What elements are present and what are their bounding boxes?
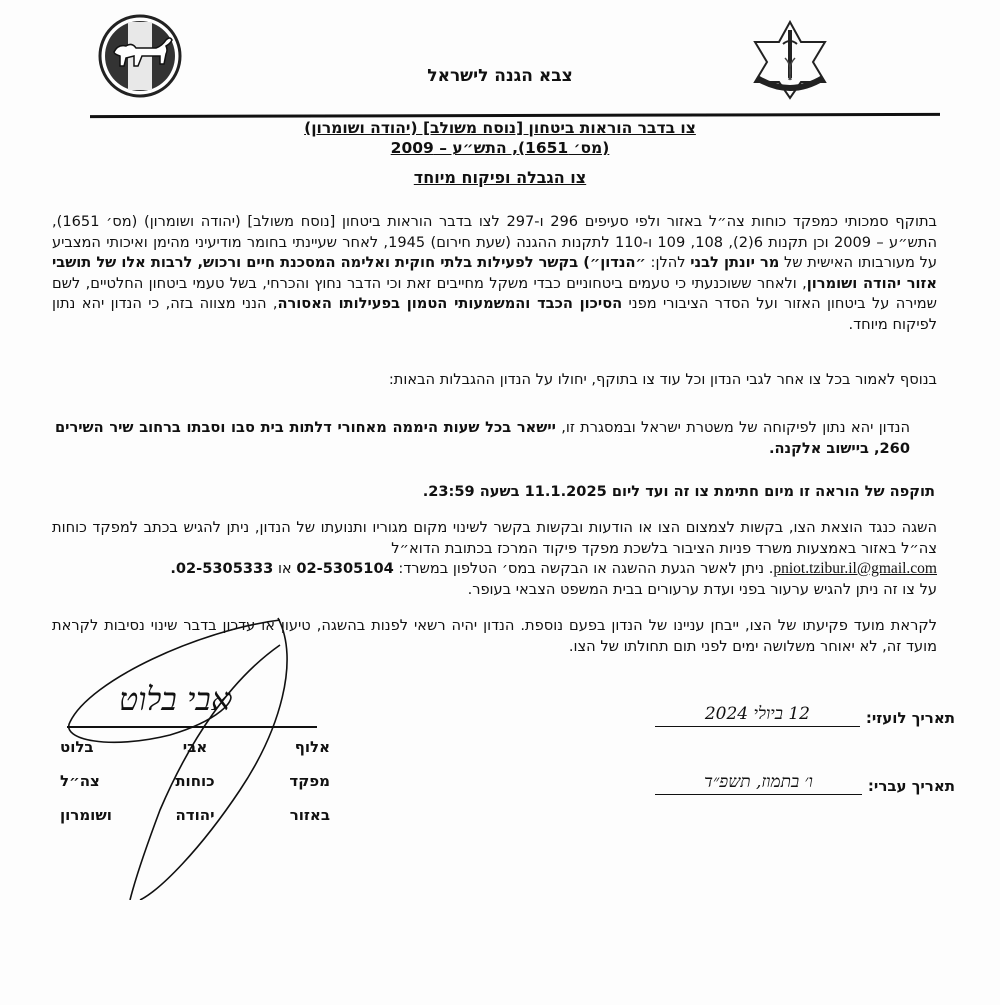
- order-subtitle: צו הגבלה ופיקוח מיוחד: [413, 168, 587, 187]
- subject-name: מר יונתן לבני: [690, 254, 780, 271]
- text: , הנני מצווה בזה, כי הנדון יהא נתון לפיקוח מיוחד.: [52, 295, 937, 333]
- paragraph-authority: [52, 212, 937, 335]
- order-title: [250, 118, 750, 158]
- subject-alias: ״הנדון״) בקשר לפעילות בלתי חוקית ואלימה המסכנת חיים ורכוש, לרבות אלו של תושבי אזור יהודה ושומרון: [52, 254, 937, 292]
- title-line-1: צו בדבר הוראות ביטחון [נוסח משולב] (יהודה ושומרון): [304, 119, 696, 137]
- gregorian-date-row: [655, 702, 955, 727]
- text: . ניתן לאשר הגעת ההשגה או הבקשה במס׳ הטלפון במשרד:: [398, 560, 774, 577]
- risk-statement: הסיכון הכבד והמשמעותי הטמון בפעילותו האסורה: [277, 295, 623, 312]
- text: בתוקף סמכותי כמפקד כוחות צה״ל באזור ולפי סעיפים 296 ו-297 לצו בדבר הוראות ביטחון [נוסח משולב] (יהודה ושומרון) (מס׳ 1651), התש״ע – 2009 וכן תקנות 6(2), 108, 109 ו-110 לתקנות ההגנה (שעת חירום) 1945, לאחר שעיינתי בחומר מודיעיני מהימן ואיכותי המצביע על מעורבותו האישית של: [52, 213, 938, 271]
- idf-emblem-icon: [745, 18, 835, 100]
- text: או: [277, 560, 292, 577]
- phone-number: 02-5305104: [296, 560, 394, 577]
- signatory-block: [60, 738, 330, 840]
- text: הנדון יהא נתון לפיקוחה של משטרת ישראל ובמסגרת זו,: [561, 419, 910, 436]
- hebrew-date-row: [655, 770, 955, 795]
- email-link[interactable]: pniot.tzibur.il@gmail.com: [773, 560, 937, 577]
- signatory-row: [60, 806, 330, 840]
- signatory-text: בלוט: [60, 738, 94, 756]
- title-line-2: (מס׳ 1651), התש״ע – 2009: [390, 139, 610, 157]
- signature-handwriting: אבי בלוט: [118, 680, 230, 718]
- signatory-text: מפקד: [289, 772, 330, 790]
- paragraph-restriction: [55, 418, 910, 459]
- hebrew-date-label: תאריך עברי:: [867, 777, 955, 795]
- signatory-text: צה״ל: [60, 772, 100, 790]
- signatory-text: אלוף: [294, 738, 330, 756]
- paragraph-restrictions-intro: בנוסף לאמור בכל צו אחר לגבי הנדון וכל עוד צו בתוקף, יחולו על הנדון ההגבלות הבאות:: [388, 371, 937, 388]
- text: , ולאחר ששוכנעתי כי טעמים ביטחוניים כבדי משקל מחייבים זאת וכי הדבר נחוץ והכרחי, בשל טעמי ביטחון החלטיים, לשם שמירה על ביטחון האזור ועל הסדר הציבורי מפני: [52, 274, 938, 312]
- signatory-row: [60, 772, 330, 806]
- hebrew-date-value: ו׳ בתמוז, תשפ״ד: [655, 770, 862, 795]
- signatory-row: [60, 738, 330, 772]
- signatory-text: כוחות: [175, 772, 215, 790]
- gregorian-date-value: 12 ביולי 2024: [655, 702, 860, 727]
- signatory-text: יהודה: [175, 806, 215, 824]
- text: השגה כנגד הוצאת הצו, בקשות לצמצום הצו או הודעות ובקשות בקשר לשינוי מקום מגוריו ותנועתו של הנדון, ניתן להגיש בכתב למפקד כוחות צה״ל באזור באמצעות משרד פניות הציבור בלשכת מפקד פיקוד המרכז בכתובת הדוא״ל: [52, 519, 937, 557]
- paragraph-review: לקראת מועד פקיעתו של הצו, ייבחן עניינו של הנדון בפעם נוספת. הנדון יהיה רשאי לפנות בהשגה, טיעון או עדכון בדבר שינוי נסיבות לקראת מועד זה, לא יאוחר משלושה ימים לפני תום תחולתו של הצו.: [52, 617, 937, 655]
- signatory-text: באזור: [289, 806, 330, 824]
- signatory-text: ושומרון: [60, 806, 112, 824]
- organization-name: צבא הגנה לישראל: [427, 66, 573, 86]
- phone-number: 02-5305333.: [170, 560, 274, 577]
- gregorian-date-label: תאריך לועזי:: [865, 709, 955, 727]
- text: להלן:: [650, 254, 686, 271]
- signature-line: [67, 726, 317, 728]
- lion-emblem-icon: [98, 14, 182, 98]
- paragraph-validity: תוקפה של הוראה זו מיום חתימת צו זה ועד ליום 11.1.2025 בשעה 23:59.: [422, 483, 935, 500]
- text: על צו זה ניתן להגיש ערעור בפני ועדת ערעורים בבית המשפט הצבאי בעופר.: [467, 580, 937, 598]
- restriction-detail: יישאר בכל שעות היממה מאחורי דלתות בית סבו וסבתו ברחוב שיר השירים 260, ביישוב אלקנה.: [55, 419, 910, 457]
- paragraph-appeal: [52, 518, 937, 600]
- signatory-text: אבי: [182, 738, 208, 756]
